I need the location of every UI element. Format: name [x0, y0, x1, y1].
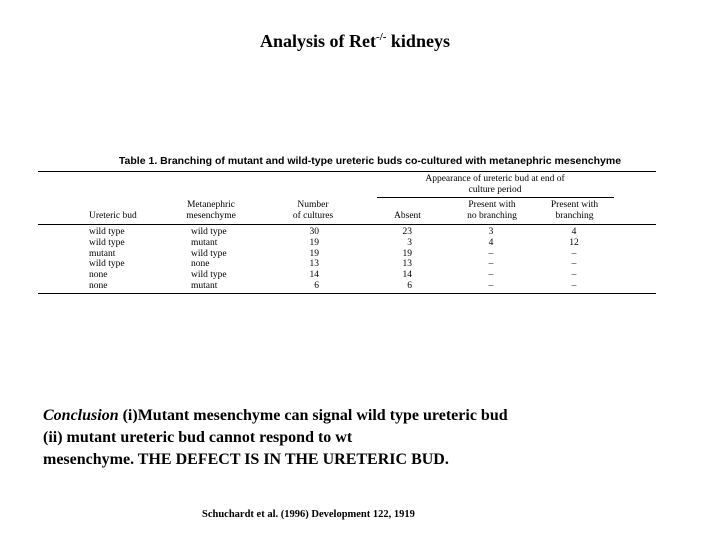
title-end: kidneys: [386, 31, 450, 51]
group-header-line2: culture period: [468, 184, 522, 195]
column-header-no-branching: Present with no branching: [467, 200, 517, 221]
table-cell: wild type: [89, 227, 125, 237]
table-cell: 4: [488, 237, 494, 248]
table-cell: wild type: [191, 248, 227, 259]
table-cell: mutant: [89, 248, 116, 259]
conclusion-text: [43, 405, 663, 471]
table-cell: 3: [488, 227, 494, 237]
table-cell: –: [488, 270, 494, 281]
table-cell: 19: [309, 237, 319, 248]
column-header-branching: Present with branching: [550, 200, 599, 221]
title-superscript: -/-: [376, 31, 387, 43]
column-no-branching: [478, 227, 504, 292]
table-cell: mutant: [191, 280, 218, 291]
table-cell: –: [571, 248, 577, 259]
table-cell: 19: [309, 248, 319, 259]
table-cell: 3: [407, 237, 412, 248]
table-cell: 4: [571, 227, 577, 237]
table-cell: none: [89, 270, 108, 281]
table-cell: wild type: [191, 227, 227, 237]
column-header-mesenchyme: Metanephric mesenchyme: [186, 200, 236, 221]
table-cell: 14: [402, 270, 412, 281]
table-cell: –: [571, 280, 577, 291]
table-cell: 19: [402, 248, 412, 259]
table-cell: wild type: [191, 270, 227, 281]
slide-title: [0, 31, 710, 52]
group-header-rule: [377, 197, 614, 198]
table-cell: –: [571, 270, 577, 281]
conclusion-line-1: Conclusion (i)Mutant mesenchyme can signal wild type ureteric bud: [43, 407, 508, 424]
title-main: Analysis of Ret: [260, 31, 377, 51]
table-cell: mutant: [191, 237, 218, 248]
column-header-ureteric-bud: Ureteric bud: [89, 210, 137, 221]
group-header: [400, 174, 590, 196]
citation: Schuchardt et al. (1996) Development 122, 1919: [202, 509, 415, 520]
table-cell: –: [488, 280, 494, 291]
column-absent: [385, 227, 412, 292]
table-header-rule: [38, 224, 656, 225]
table-cell: –: [488, 259, 494, 270]
table-bottom-rule: [38, 293, 656, 294]
table-cell: 30: [309, 227, 319, 237]
table-cell: 6: [407, 280, 412, 291]
column-header-number: Number of cultures: [292, 200, 334, 221]
table-cell: 12: [569, 237, 579, 248]
column-branching: [561, 227, 587, 292]
table-caption: Table 1. Branching of mutant and wild-type ureteric buds co-cultured with metanephric mesenchyme: [118, 155, 622, 167]
table-cell: wild type: [89, 237, 125, 248]
table-cell: 6: [314, 280, 319, 291]
table-cell: none: [191, 259, 210, 270]
group-header-line1: Appearance of ureteric bud at end of: [425, 174, 565, 184]
table-cell: –: [488, 248, 494, 259]
table-top-rule: [38, 171, 656, 172]
conclusion-line-3: mesenchyme. THE DEFECT IS IN THE URETERIC BUD.: [43, 451, 449, 468]
table-cell: none: [89, 280, 108, 291]
table-cell: 13: [402, 259, 412, 270]
table-cell: wild type: [89, 259, 125, 270]
table-cell: 13: [309, 259, 319, 270]
table-cell: 14: [309, 270, 319, 281]
table-cell: 23: [402, 227, 412, 237]
table-cell: –: [571, 259, 577, 270]
column-header-absent: Absent: [394, 210, 421, 221]
conclusion-line-2: (ii) mutant ureteric bud cannot respond to wt: [43, 429, 353, 446]
column-ureteric-bud: [89, 227, 125, 292]
column-number: [290, 227, 319, 292]
column-mesenchyme: [191, 227, 227, 292]
conclusion-label: Conclusion: [43, 407, 119, 424]
